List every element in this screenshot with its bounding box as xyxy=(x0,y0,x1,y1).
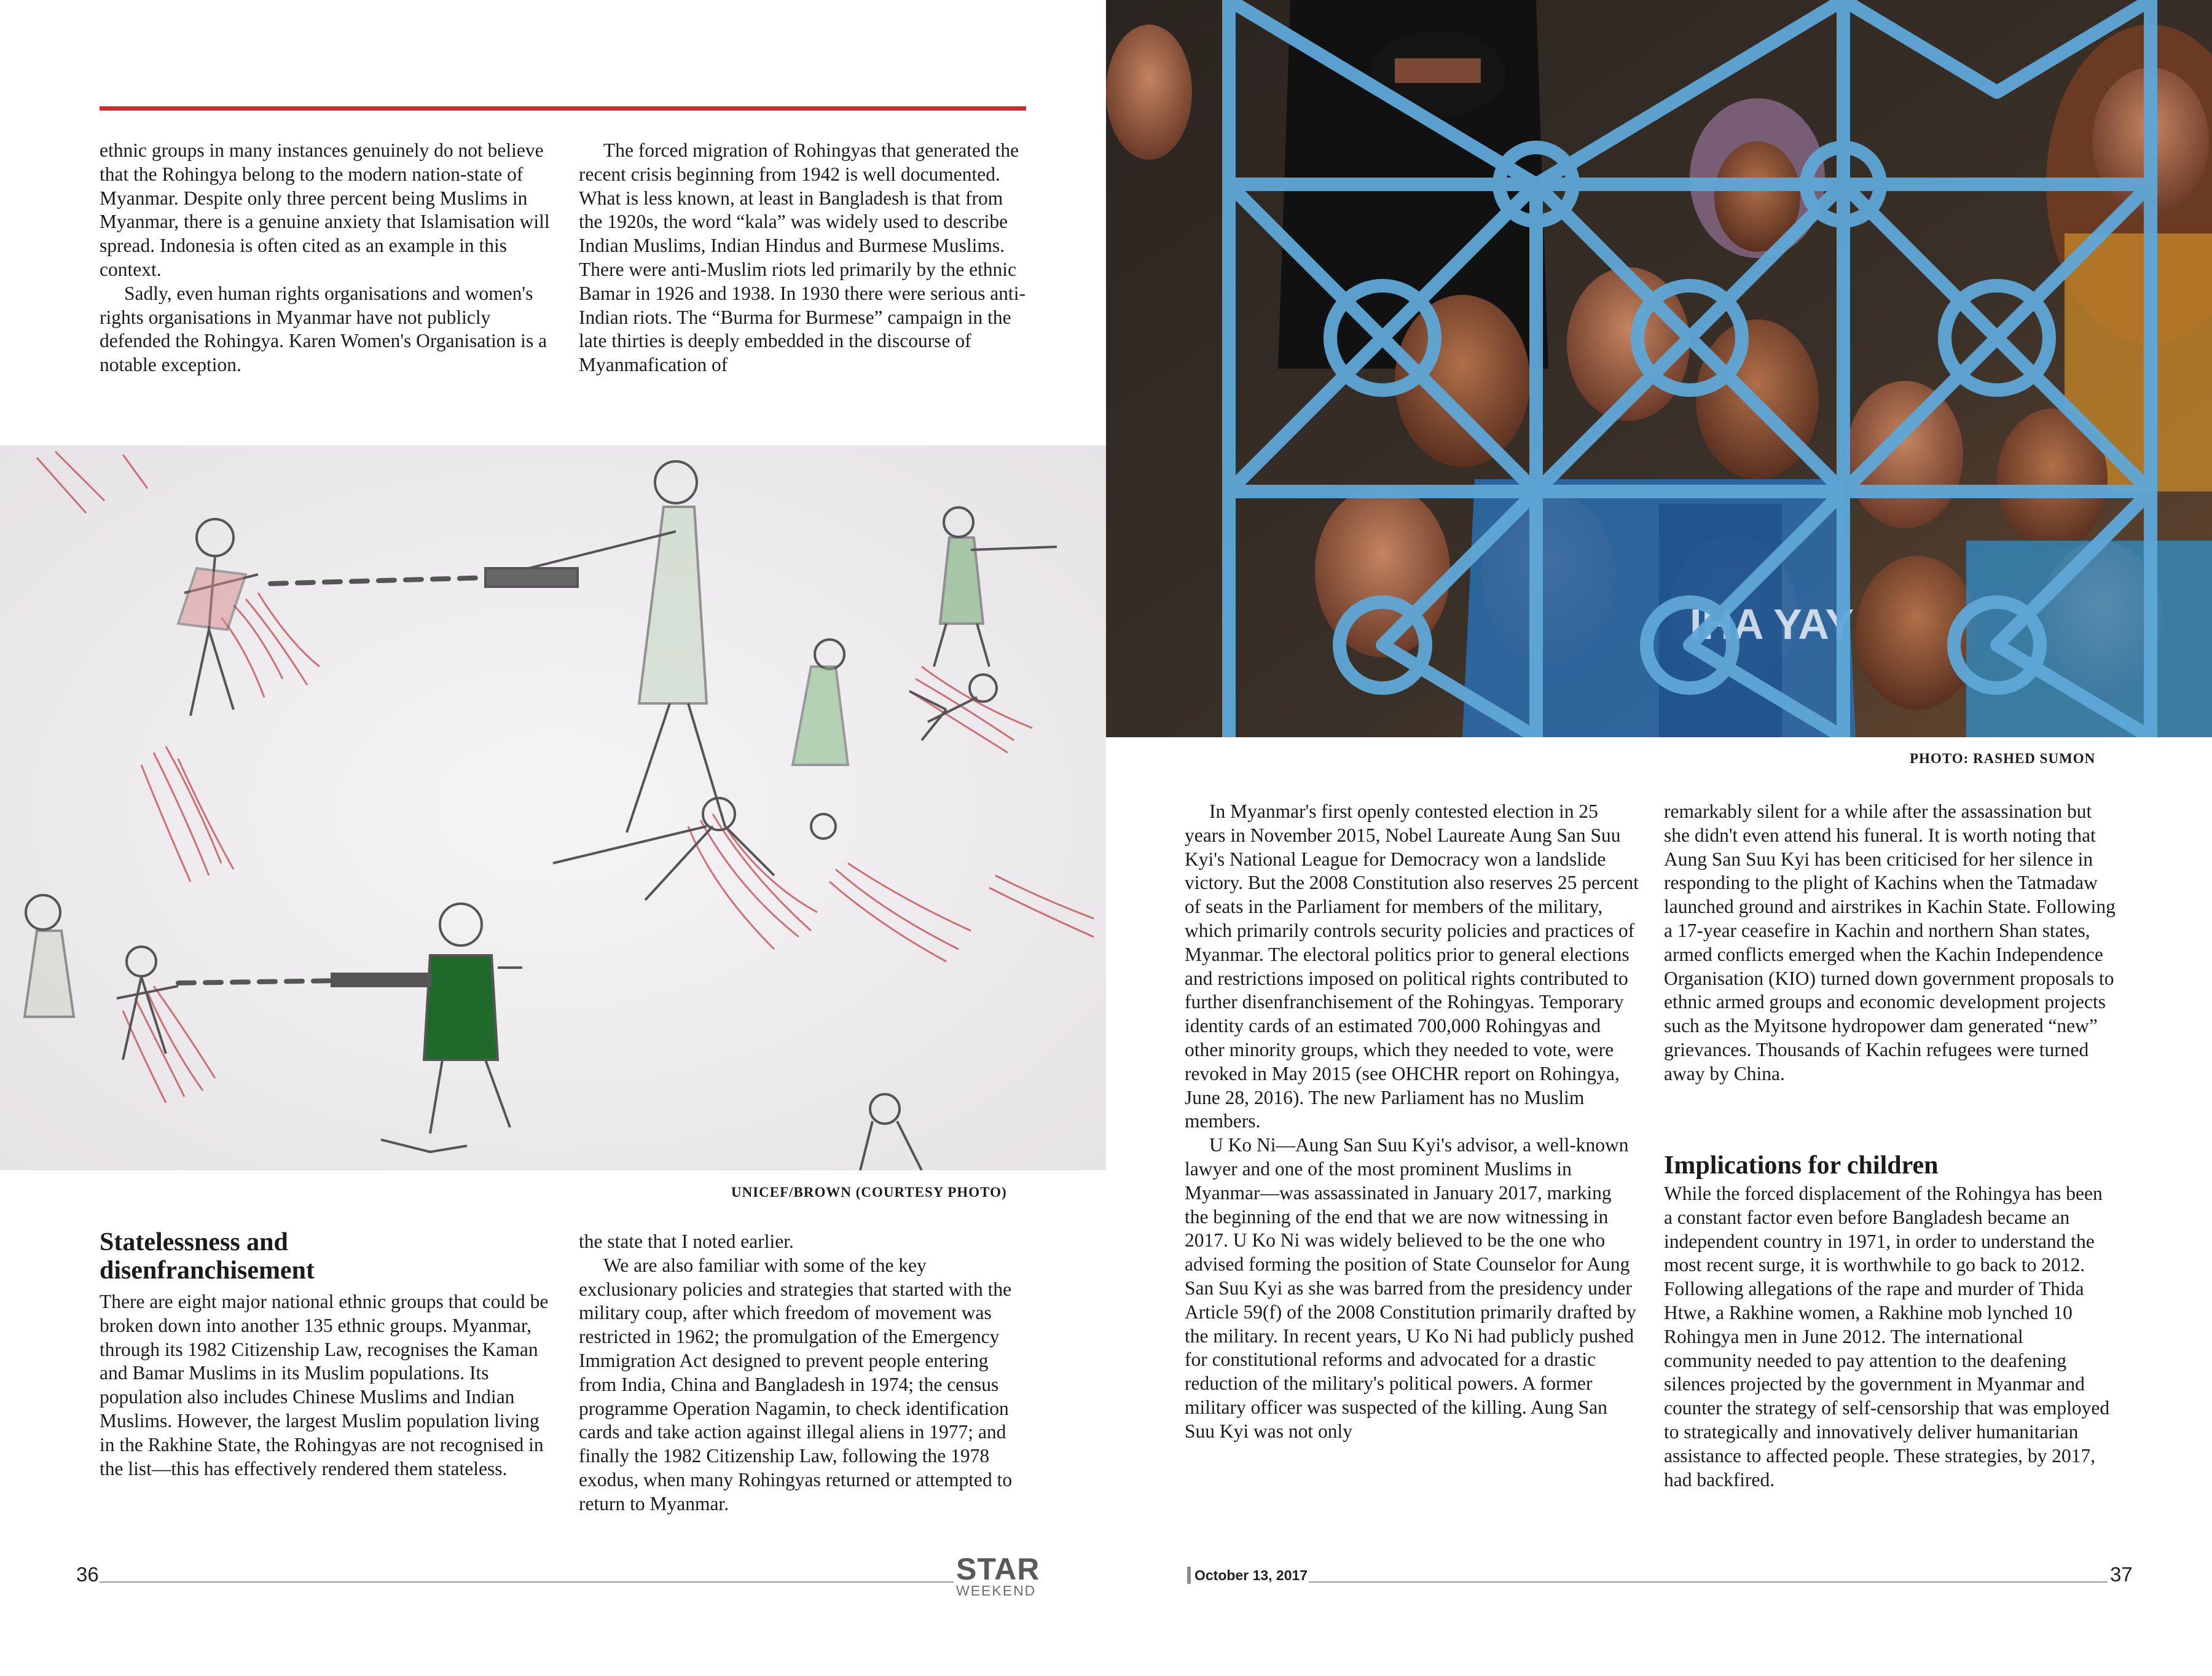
right-column-2-bottom xyxy=(1664,1182,2116,1492)
section-heading-implications: Implications for children xyxy=(1664,1151,1939,1180)
right-column-2-top xyxy=(1664,800,2116,1086)
issue-date: October 13, 2017 xyxy=(1194,1567,1308,1583)
paragraph: the state that I noted earlier. xyxy=(579,1231,794,1252)
child-drawing-illustration xyxy=(0,445,1106,1170)
paragraph: ethnic groups in many instances genuinely do not believe that the Rohingya belong to the modern nation-state of Myanmar. Despite only three percent being Muslims in Myanmar, there is a genuine anxiety that Islamisation will spread. Indonesia is often cited as an example in this context. xyxy=(100,139,550,280)
footer-rule-left xyxy=(100,1581,954,1583)
hand xyxy=(1106,25,1192,160)
paragraph: While the forced displacement of the Rohingya has been a constant factor even before Bangladesh became an independent country in 1971, in order to understand the most recent surge, it is worthwhile to go back to 2012. Following allegations of the rape and murder of Thida Htwe, a Rakhine women, a Rakhine mob lynched 10 Rohingya men in June 2012. The international community needed to pay attention to the deafening silences projected by the government in Myanmar and counter the strategy of self-censorship that was employed to strategically and innovatively deliver humanitarian assistance to affected people. These strategies, by 2017, had backfired. xyxy=(1664,1183,2110,1490)
children-behind-grill-photo xyxy=(1106,0,2212,737)
page-number-right: 37 xyxy=(2110,1563,2133,1586)
paragraph: In Myanmar's first openly contested election in 25 years in November 2015, Nobel Laureate Aung San Suu Kyi's National League for Democracy won a landslide victory. But the 2008 Constitution also reserves 25 percent of seats in the Parliament for members of the military, which primarily controls security policies and practices of Myanmar. The electoral politics prior to general elections and restrictions imposed on political rights contributed to further disenfranchisement of the Rohingyas. Temporary identity cards of an estimated 700,000 Rohingyas and other minority groups, which they needed to vote, were revoked in May 2015 (see OHCHR report on Rohingya, June 28, 2016). The new Parliament has no Muslim members. xyxy=(1185,801,1639,1132)
section-heading-statelessness: Statelessness and disenfranchisement xyxy=(100,1228,315,1285)
left-top-column-2 xyxy=(579,139,1026,377)
footer-rule-right xyxy=(1309,1581,2108,1583)
photo-caption: PHOTO: RASHED SUMON xyxy=(1910,751,2096,766)
paragraph: There are eight major national ethnic groups that could be broken down into another 135 ethnic groups. Myanmar, through its 1982 Citizenship Law, recognises the Kaman and Bamar Muslims in its Muslim populations. Its population also includes Chinese Muslims and Indian Muslims. However, the largest Muslim population living in the Rakhine State, the Rohingyas are not recognised in the list—this has effectively rendered them stateless. xyxy=(100,1291,549,1479)
shirt-print-text: IHA YAY xyxy=(1690,600,1854,648)
paragraph: We are also familiar with some of the key exclusionary policies and strategies that started with the military coup, after which freedom of movement was restricted in 1962; the promulgation of the Emergency Immigration Act designed to prevent people entering from India, China and Bangladesh in 1974; the census programme Operation Nagamin, to check identification cards and take action against illegal aliens in 1977; and finally the 1982 Citizenship Law, following the 1978 exodus, when many Rohingyas returned or attempted to return to Myanmar. xyxy=(579,1254,1013,1514)
paragraph: Sadly, even human rights organisations and women's rights organisations in Myanmar have not publicly defended the Rohingya. Karen Women's Organisation is a notable exception. xyxy=(100,282,547,376)
top-red-rule xyxy=(100,106,1026,111)
left-bottom-column-1 xyxy=(100,1290,553,1481)
star-weekend-logo xyxy=(956,1552,1040,1599)
drawing-caption: UNICEF/BROWN (COURTESY PHOTO) xyxy=(731,1185,1007,1200)
right-column-1 xyxy=(1185,800,1639,1444)
paragraph: remarkably silent for a while after the assassination but she didn't even attend his funeral. It is worth noting that Aung San Suu Kyi has been criticised for her silence in responding to the plight of Kachins when the Tatmadaw launched ground and airstrikes in Kachin State. Following a 17-year ceasefire in Kachin and northern Shan states, armed conflicts emerged when the Kachin Independence Organisation (KIO) turned down government proposals to ethnic armed groups and economic development projects such as the Myitsone hydropower dam generated “new” grievances. Thousands of Kachin refugees were turned away by China. xyxy=(1664,801,2116,1084)
drawing-svg xyxy=(0,445,1106,1170)
left-top-column-1 xyxy=(100,139,553,377)
logo-star: STAR xyxy=(956,1552,1040,1586)
photo-svg xyxy=(1106,0,2212,737)
paragraph: The forced migration of Rohingyas that generated the recent crisis beginning from 1942 is well documented. What is less known, at least in Bangladesh is that from the 1920s, the word “kala” was widely used to describe Indian Muslims, Indian Hindus and Burmese Muslims. There were anti-Muslim riots led primarily by the ethnic Bamar in 1926 and 1938. In 1930 there were serious anti-Indian riots. The “Burma for Burmese” campaign in the late thirties is deeply embedded in the discourse of Myanmafication of xyxy=(579,139,1026,376)
left-bottom-column-2 xyxy=(579,1230,1027,1516)
logo-weekend: WEEKEND xyxy=(956,1583,1037,1599)
paragraph: U Ko Ni—Aung San Suu Kyi's advisor, a well-known lawyer and one of the most prominent Muslims in Myanmar—was assassinated in January 2017, marking the beginning of the end that we are now witnessing in 2017. U Ko Ni was widely believed to be the one who advised forming the position of State Counselor for Aung San Suu Kyi as she was barred from the presidency under Article 59(f) of the 2008 Constitution primarily drafted by the military. In recent years, U Ko Ni had publicly pushed for constitutional reforms and advocated for a drastic reduction of the military's political powers. A former military officer was suspected of the killing. Aung San Suu Kyi was not only xyxy=(1185,1134,1636,1442)
page-number-left: 36 xyxy=(76,1563,99,1586)
date-marker-bar xyxy=(1187,1567,1191,1584)
